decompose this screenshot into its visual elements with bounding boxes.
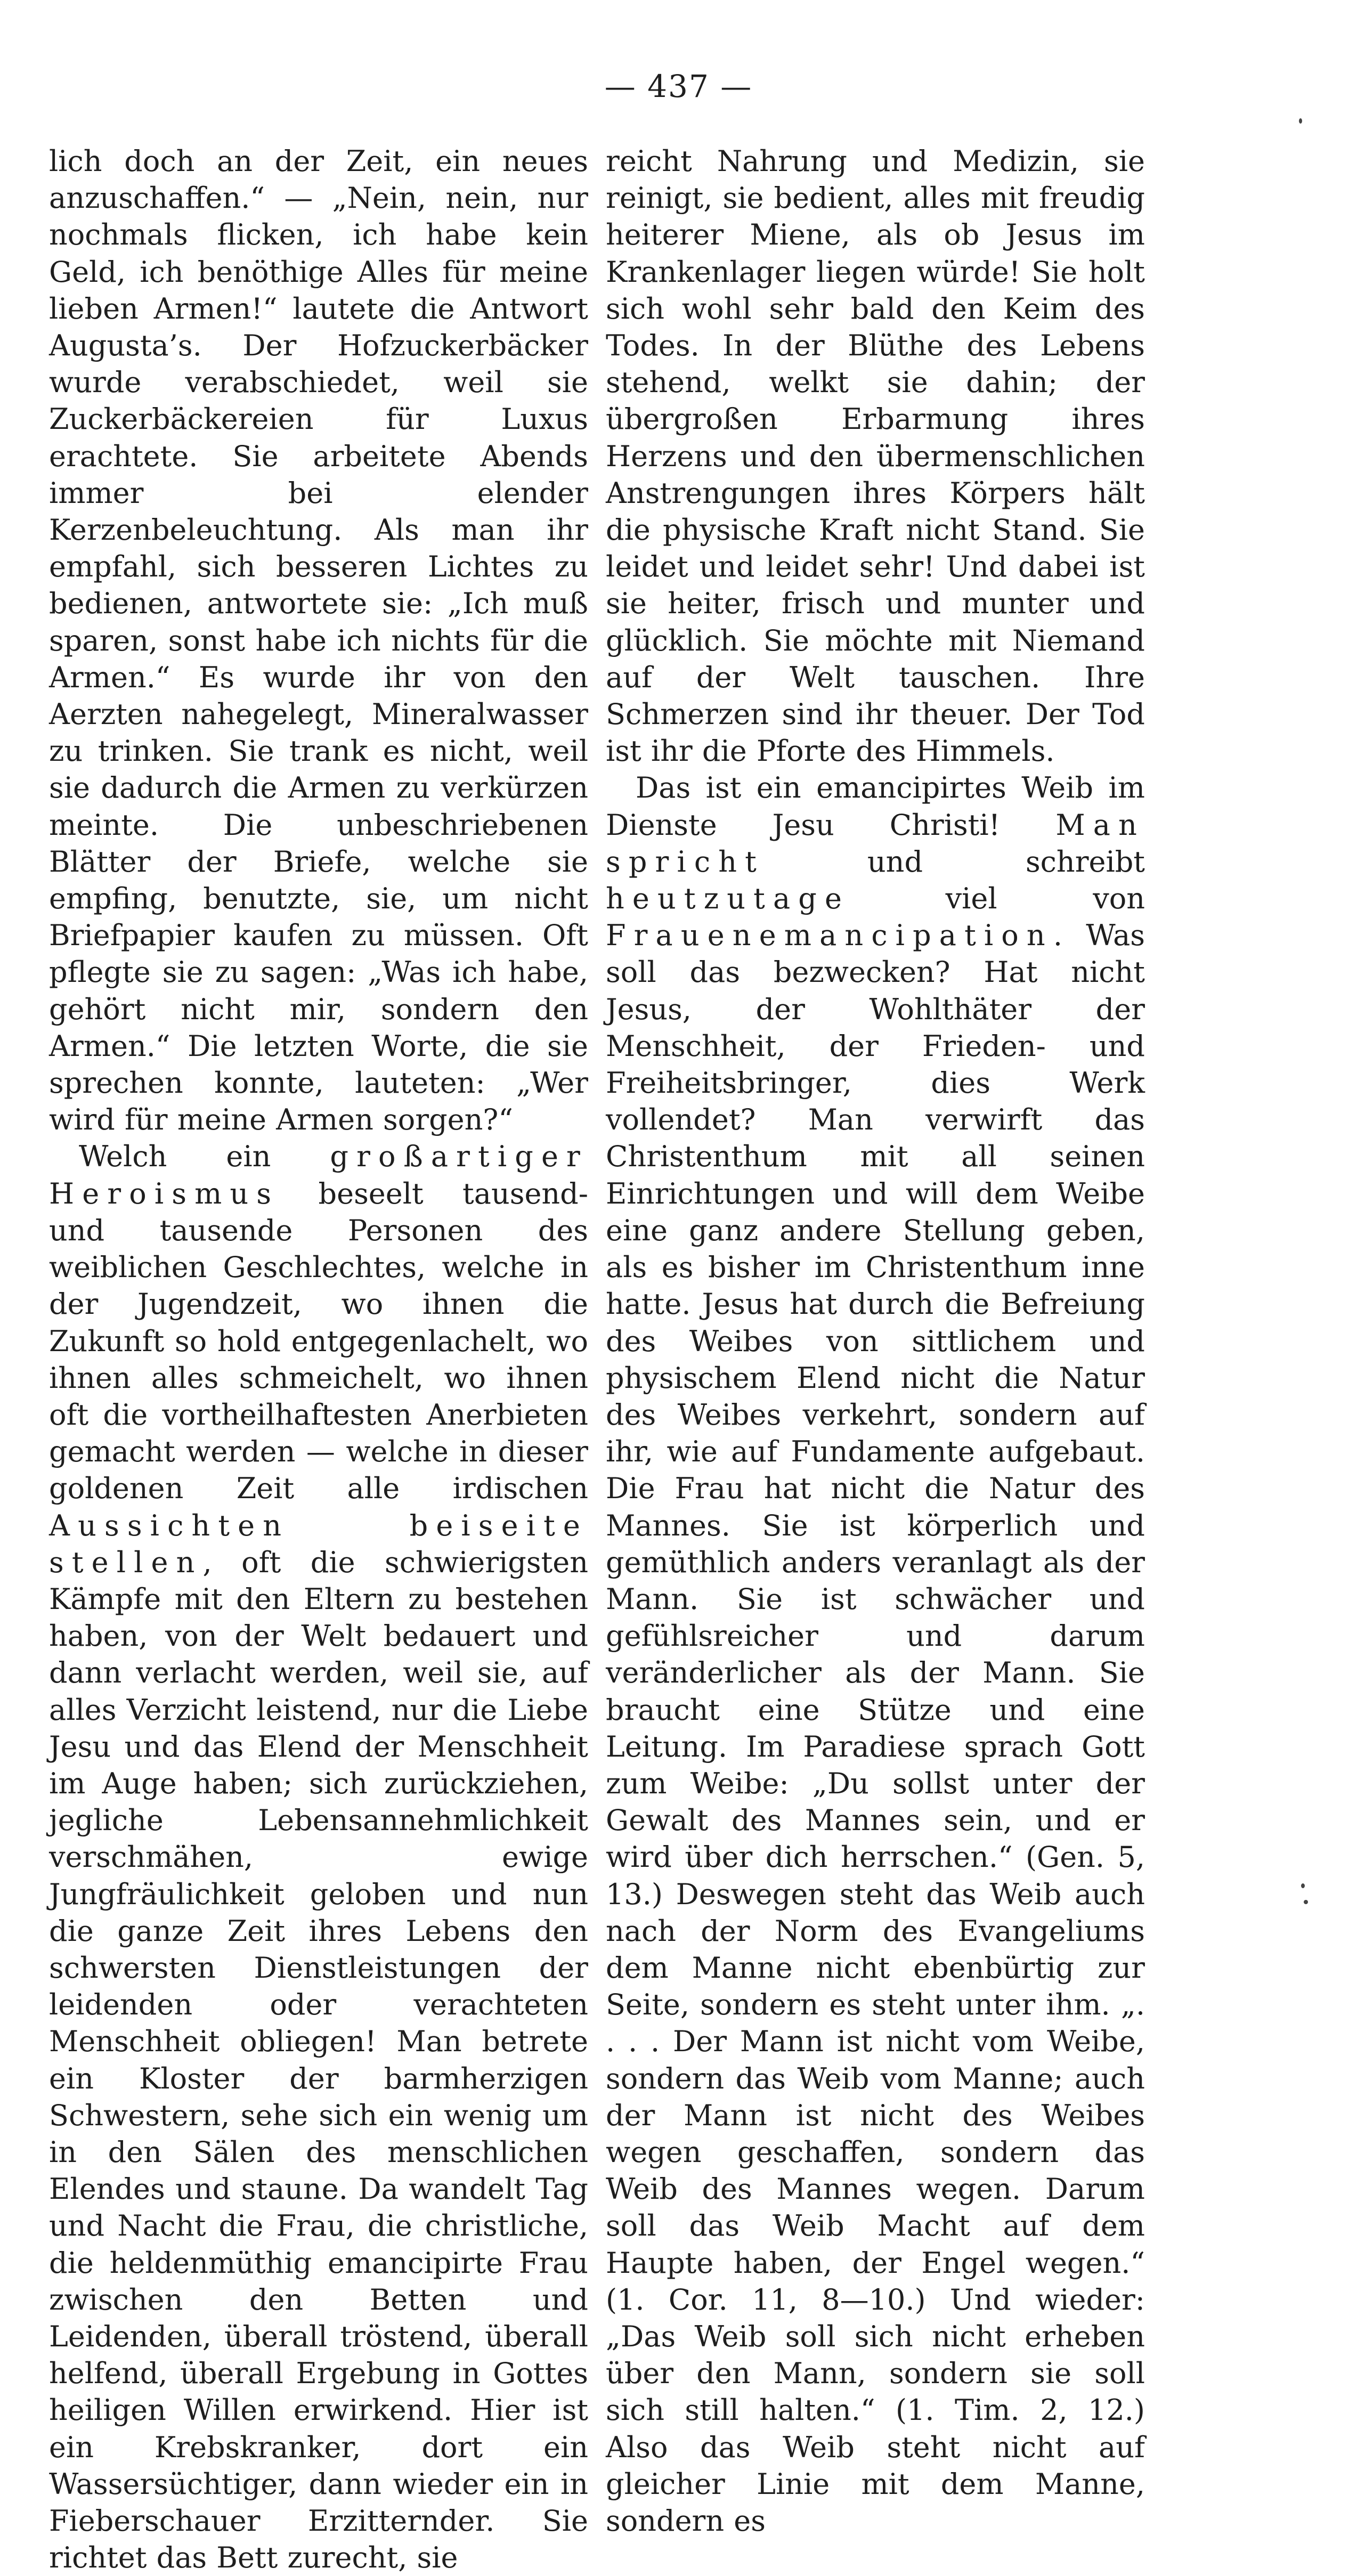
text-run: Welch ein <box>79 1140 330 1174</box>
page-number: — 437 — <box>604 68 753 104</box>
paper-speck <box>1304 1900 1308 1904</box>
emphasis-spaced-text: großartiger Heroismus <box>49 1140 588 1210</box>
paper-speck <box>1299 118 1302 124</box>
text-run: . Was soll das bezwecken? Hat nicht Jesus, der Wohlthäter der Menschheit, der Frieden- und Freiheitsbringer, dies Werk vollendet? Man verwirft das Christenthum mit all seinen Einrichtungen und will dem Weibe eine ganz andere Stellung geben, als es bisher im Christenthum inne hatte. Jesus hat durch die Befreiung des Weibes von sittlichem und physischem Elend nicht die Natur des Weibes verkehrt, sondern auf ihr, wie auf Fundamente aufgebaut. Die Frau hat nicht die Natur des Mannes. Sie ist körperlich und gemüthlich anders veranlagt als der Mann. Sie ist schwächer und gefühlsreicher und darum veränderlicher als der Mann. Sie braucht eine Stütze und eine Leitung. Im Paradiese sprach Gott zum Weibe: „Du sollst unter der Gewalt des Mannes sein, und er wird über dich herrschen.“ (Gen. 5, 13.) Deswegen steht das Weib auch nach der Norm des Evangeliums dem Manne nicht ebenbürtig zur Seite, sondern es steht unter ihm. „. . . . Der Mann ist nicht vom Weibe, sondern das Weib vom Manne; auch der Mann ist nicht des Weibes wegen geschaffen, sondern das Weib des Mannes wegen. Darum soll das Weib Macht auf dem Haupte haben, der Engel wegen.“ (1. Cor. 11, 8—10.) Und wieder: „Das Weib soll sich nicht erheben über den Mann, sondern sie soll sich still halten.“ (1. Tim. 2, 12.) Also das Weib steht nicht auf gleicher Linie mit dem Manne, sondern es <box>606 919 1145 2538</box>
text-run: viel von <box>850 882 1145 916</box>
paragraph <box>49 143 588 1138</box>
emphasis-spaced-text: heutzutage <box>606 882 850 916</box>
text-run: Das ist ein emancipirtes Weib im Dienste Jesu Christi! <box>606 771 1145 842</box>
paragraph <box>606 769 1145 2539</box>
text-run: , oft die schwierigsten Kämpfe mit den Eltern zu bestehen haben, von der Welt bedauert und dann verlacht werden, weil sie, auf alles Verzicht leistend, nur die Liebe Jesu und das Elend der Menschheit im Auge haben; sich zurückziehen, jegliche Lebensannehmlichkeit verschmähen, ewige Jungfräulichkeit geloben und nun die ganze Zeit ihres Lebens den schwersten Dienstleistungen der leidenden oder verachteten Menschheit obliegen! Man betrete ein Kloster der barmherzigen Schwestern, sehe sich ein wenig um in den Sälen des menschlichen Elendes und staune. Da wandelt Tag und Nacht die Frau, die christliche, die heldenmüthig emancipirte Frau zwischen den Betten und Leidenden, überall tröstend, überall helfend, überall Ergebung in Gottes heiligen Willen erwirkend. Hier ist ein Krebskranker, dort ein Wassersüchtiger, dann wieder ein in Fieberschauer Erzitternder. Sie richtet das Bett zurecht, sie <box>49 1545 588 2575</box>
emphasis-spaced-text: Frauenemancipation <box>606 919 1053 953</box>
text-run: beseelt tausend- und tausende Personen des weiblichen Geschlechtes, welche in der Jugendzeit, wo ihnen die Zukunft so hold entgegenlachelt, wo ihnen alles schmeichelt, wo ihnen oft die vortheilhaftesten Anerbieten gemacht werden — welche in dieser goldenen Zeit alle irdischen <box>49 1176 588 1506</box>
paragraph <box>49 1138 588 2576</box>
text-run: lich doch an der Zeit, ein neues anzuschaffen.“ — „Nein, nein, nur nochmals flicken, ich habe kein Geld, ich benöthige Alles für meine lieben Armen!“ lautete die Antwort Augusta’s. Der Hofzuckerbäcker wurde verabschiedet, weil sie Zuckerbäckereien für Luxus erachtete. Sie arbeitete Abends immer bei elender Kerzenbeleuchtung. Als man ihr empfahl, sich besseren Lichtes zu bedienen, antwortete sie: „Ich muß sparen, sonst habe ich nichts für die Armen.“ Es wurde ihr von den Aerzten nahegelegt, Mineralwasser zu trinken. Sie trank es nicht, weil sie dadurch die Armen zu verkürzen meinte. Die unbeschriebenen Blätter der Briefe, welche sie empfing, benutzte, sie, um nicht Briefpapier kaufen zu müssen. Oft pflegte sie zu sagen: „Was ich habe, gehört nicht mir, sondern den Armen.“ Die letzten Worte, die sie sprechen konnte, lauteten: „Wer wird für meine Armen sorgen?“ <box>49 144 588 1137</box>
text-run: reicht Nahrung und Medizin, sie reinigt, sie bedient, alles mit freudig heiterer Miene, als ob Jesus im Krankenlager liegen würde! Sie holt sich wohl sehr bald den Keim des Todes. In der Blüthe des Lebens stehend, welkt sie dahin; der übergroßen Erbarmung ihres Herzens und den übermenschlichen Anstrengungen ihres Körpers hält die physische Kraft nicht Stand. Sie leidet und leidet sehr! Und dabei ist sie heiter, frisch und munter und glücklich. Sie möchte mit Niemand auf der Welt tauschen. Ihre Schmerzen sind ihr theuer. Der Tod ist ihr die Pforte des Himmels. <box>606 144 1145 768</box>
right-column <box>606 143 1145 2539</box>
emphasis-spaced-text: Aussichten beiseite stellen <box>49 1508 588 1579</box>
emphasis-spaced-text: Man spricht <box>606 808 1145 879</box>
text-run: und schreibt <box>764 844 1145 879</box>
left-column <box>49 143 588 2576</box>
paragraph <box>606 143 1145 769</box>
paper-speck <box>1301 1883 1305 1888</box>
